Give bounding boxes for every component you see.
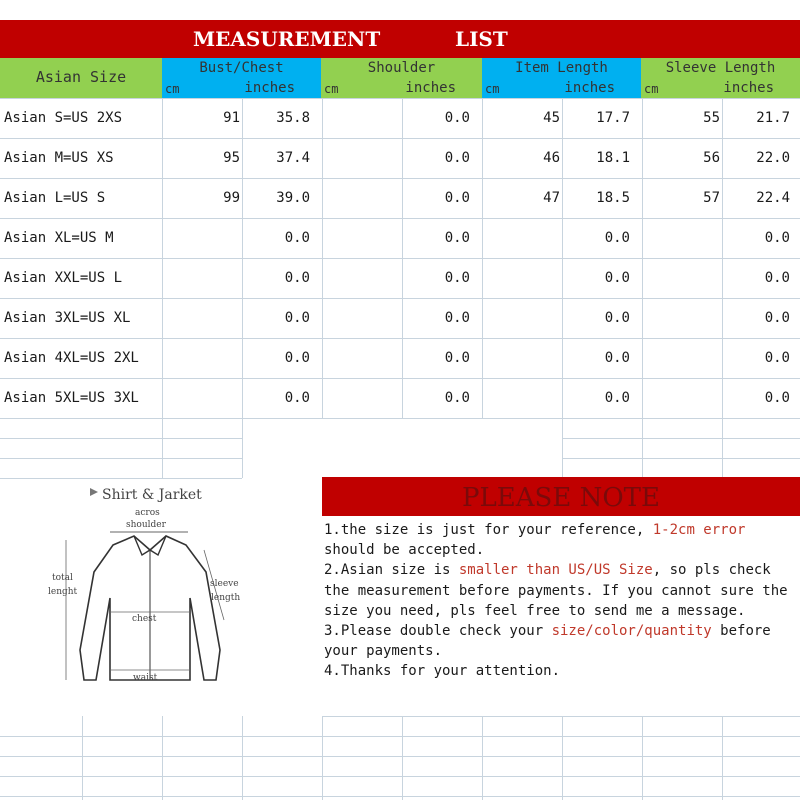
value-cell: 55 [703, 110, 720, 126]
grid-line [0, 796, 800, 797]
grid-line [0, 776, 800, 777]
value-cell: 0.0 [284, 390, 310, 406]
header-sleeve-length-inches: inches [723, 80, 774, 96]
header-size [0, 58, 162, 98]
value-cell: 99 [223, 190, 240, 206]
header-size-label: Asian Size [35, 68, 127, 86]
header-item-length-label: Item Length [515, 60, 608, 76]
grid-line [322, 716, 800, 717]
header-sleeve-length-cm: cm [644, 82, 659, 96]
value-cell [322, 178, 400, 218]
value-cell [482, 218, 560, 258]
value-cell [322, 338, 400, 378]
value-cell: 0.0 [444, 350, 470, 366]
header-bust-inches: inches [244, 80, 295, 96]
header-bust-label: Bust/Chest [199, 60, 284, 76]
grid-line [562, 438, 800, 439]
value-cell: 0.0 [764, 310, 790, 326]
value-cell [482, 338, 560, 378]
value-cell [642, 218, 720, 258]
value-cell: 0.0 [444, 390, 470, 406]
grid-line [482, 716, 483, 800]
header-shoulder [321, 58, 482, 98]
value-cell: 0.0 [444, 230, 470, 246]
title-bar [0, 20, 800, 58]
value-cell: 56 [703, 150, 720, 166]
value-cell [162, 378, 240, 418]
size-cell: Asian 4XL=US 2XL [4, 350, 139, 366]
value-cell [642, 298, 720, 338]
value-cell [162, 298, 240, 338]
value-cell [642, 378, 720, 418]
value-cell [162, 218, 240, 258]
value-cell: 39.0 [276, 190, 310, 206]
grid-line [722, 716, 723, 800]
grid-line [0, 438, 242, 439]
svg-text:shoulder: shoulder [126, 520, 166, 530]
value-cell: 0.0 [284, 230, 310, 246]
size-cell: Asian XL=US M [4, 230, 114, 246]
value-cell: 0.0 [444, 190, 470, 206]
note-line-2: 2.Asian size is smaller than US/US Size, so pls check the measurement before payments. If you cannot sure the size you need, pls feel free to send me a message. [324, 562, 788, 619]
svg-text:chest: chest [132, 614, 157, 624]
size-cell: Asian M=US XS [4, 150, 114, 166]
shirt-illustration [38, 480, 264, 714]
value-cell: 22.0 [756, 150, 790, 166]
svg-text:lenght: lenght [48, 587, 78, 597]
svg-text:length: length [211, 593, 241, 603]
grid-line [722, 418, 723, 478]
value-cell: 91 [223, 110, 240, 126]
value-cell: 0.0 [604, 390, 630, 406]
svg-text:waist: waist [133, 673, 158, 683]
value-cell: 45 [543, 110, 560, 126]
value-cell [322, 378, 400, 418]
grid-line [0, 736, 800, 737]
grid-line [562, 458, 800, 459]
value-cell: 47 [543, 190, 560, 206]
header-bust-cm: cm [165, 82, 180, 96]
grid-line [82, 716, 83, 800]
value-cell [322, 298, 400, 338]
header-shoulder-label: Shoulder [367, 60, 436, 76]
value-cell: 57 [703, 190, 720, 206]
value-cell: 22.4 [756, 190, 790, 206]
size-cell: Asian XXL=US L [4, 270, 123, 286]
header-item-length-cm: cm [485, 82, 500, 96]
note-line-1: 1.the size is just for your reference, 1-2cm error should be accepted. [324, 522, 746, 559]
value-cell: 21.7 [756, 110, 790, 126]
value-cell: 0.0 [764, 390, 790, 406]
value-cell: 0.0 [764, 350, 790, 366]
value-cell [482, 258, 560, 298]
note-text [324, 520, 800, 682]
grid-line [562, 716, 563, 800]
header-item-length-inches: inches [564, 80, 615, 96]
value-cell: 18.5 [596, 190, 630, 206]
note-line-4: 4.Thanks for your attention. [324, 663, 561, 680]
size-cell: Asian 5XL=US 3XL [4, 390, 139, 406]
value-cell: 17.7 [596, 110, 630, 126]
value-cell [322, 98, 400, 138]
value-cell: 0.0 [444, 150, 470, 166]
value-cell: 0.0 [444, 270, 470, 286]
please-note-title: PLEASE NOTE [322, 477, 800, 516]
value-cell [482, 298, 560, 338]
value-cell: 0.0 [444, 310, 470, 326]
grid-line [0, 756, 800, 757]
value-cell [642, 338, 720, 378]
value-cell: 0.0 [604, 310, 630, 326]
size-cell: Asian L=US S [4, 190, 106, 206]
value-cell [322, 258, 400, 298]
header-item-length [482, 58, 641, 98]
value-cell: 0.0 [604, 350, 630, 366]
value-cell: 0.0 [284, 270, 310, 286]
value-cell [642, 258, 720, 298]
value-cell: 18.1 [596, 150, 630, 166]
header-sleeve-length-label: Sleeve Length [665, 60, 776, 76]
grid-line [242, 418, 243, 478]
title-list: LIST [455, 27, 508, 51]
svg-text:acros: acros [135, 508, 160, 518]
header-bust [162, 58, 321, 98]
size-cell: Asian S=US 2XS [4, 110, 123, 126]
value-cell: 0.0 [604, 230, 630, 246]
value-cell [162, 258, 240, 298]
grid-line [642, 418, 643, 478]
grid-line [642, 716, 643, 800]
value-cell: 46 [543, 150, 560, 166]
header-shoulder-cm: cm [324, 82, 339, 96]
value-cell: 0.0 [284, 310, 310, 326]
shirt-diagram-icon [38, 480, 264, 714]
value-cell: 95 [223, 150, 240, 166]
grid-line [0, 478, 242, 479]
value-cell: 0.0 [764, 270, 790, 286]
grid-line [162, 418, 163, 478]
size-cell: Asian 3XL=US XL [4, 310, 131, 326]
header-sleeve-length [641, 58, 800, 98]
value-cell [322, 138, 400, 178]
value-cell: 37.4 [276, 150, 310, 166]
value-cell: 0.0 [604, 270, 630, 286]
value-cell [322, 218, 400, 258]
grid-line [162, 716, 163, 800]
value-cell [482, 378, 560, 418]
grid-line [322, 716, 323, 800]
title-measurement: MEASUREMENT [193, 27, 381, 51]
header-shoulder-inches: inches [405, 80, 456, 96]
value-cell: 0.0 [764, 230, 790, 246]
value-cell [162, 338, 240, 378]
grid-line [562, 418, 563, 478]
svg-text:sleeve: sleeve [210, 579, 239, 589]
value-cell: 0.0 [444, 110, 470, 126]
grid-line [242, 716, 243, 800]
note-line-3: 3.Please double check your size/color/quantity before your payments. [324, 623, 771, 660]
grid-line [402, 716, 403, 800]
value-cell: 35.8 [276, 110, 310, 126]
grid-line [0, 418, 800, 419]
grid-line [0, 458, 242, 459]
svg-text:total: total [52, 573, 73, 583]
value-cell: 0.0 [284, 350, 310, 366]
svg-text:Shirt & Jarket: Shirt & Jarket [102, 487, 202, 503]
